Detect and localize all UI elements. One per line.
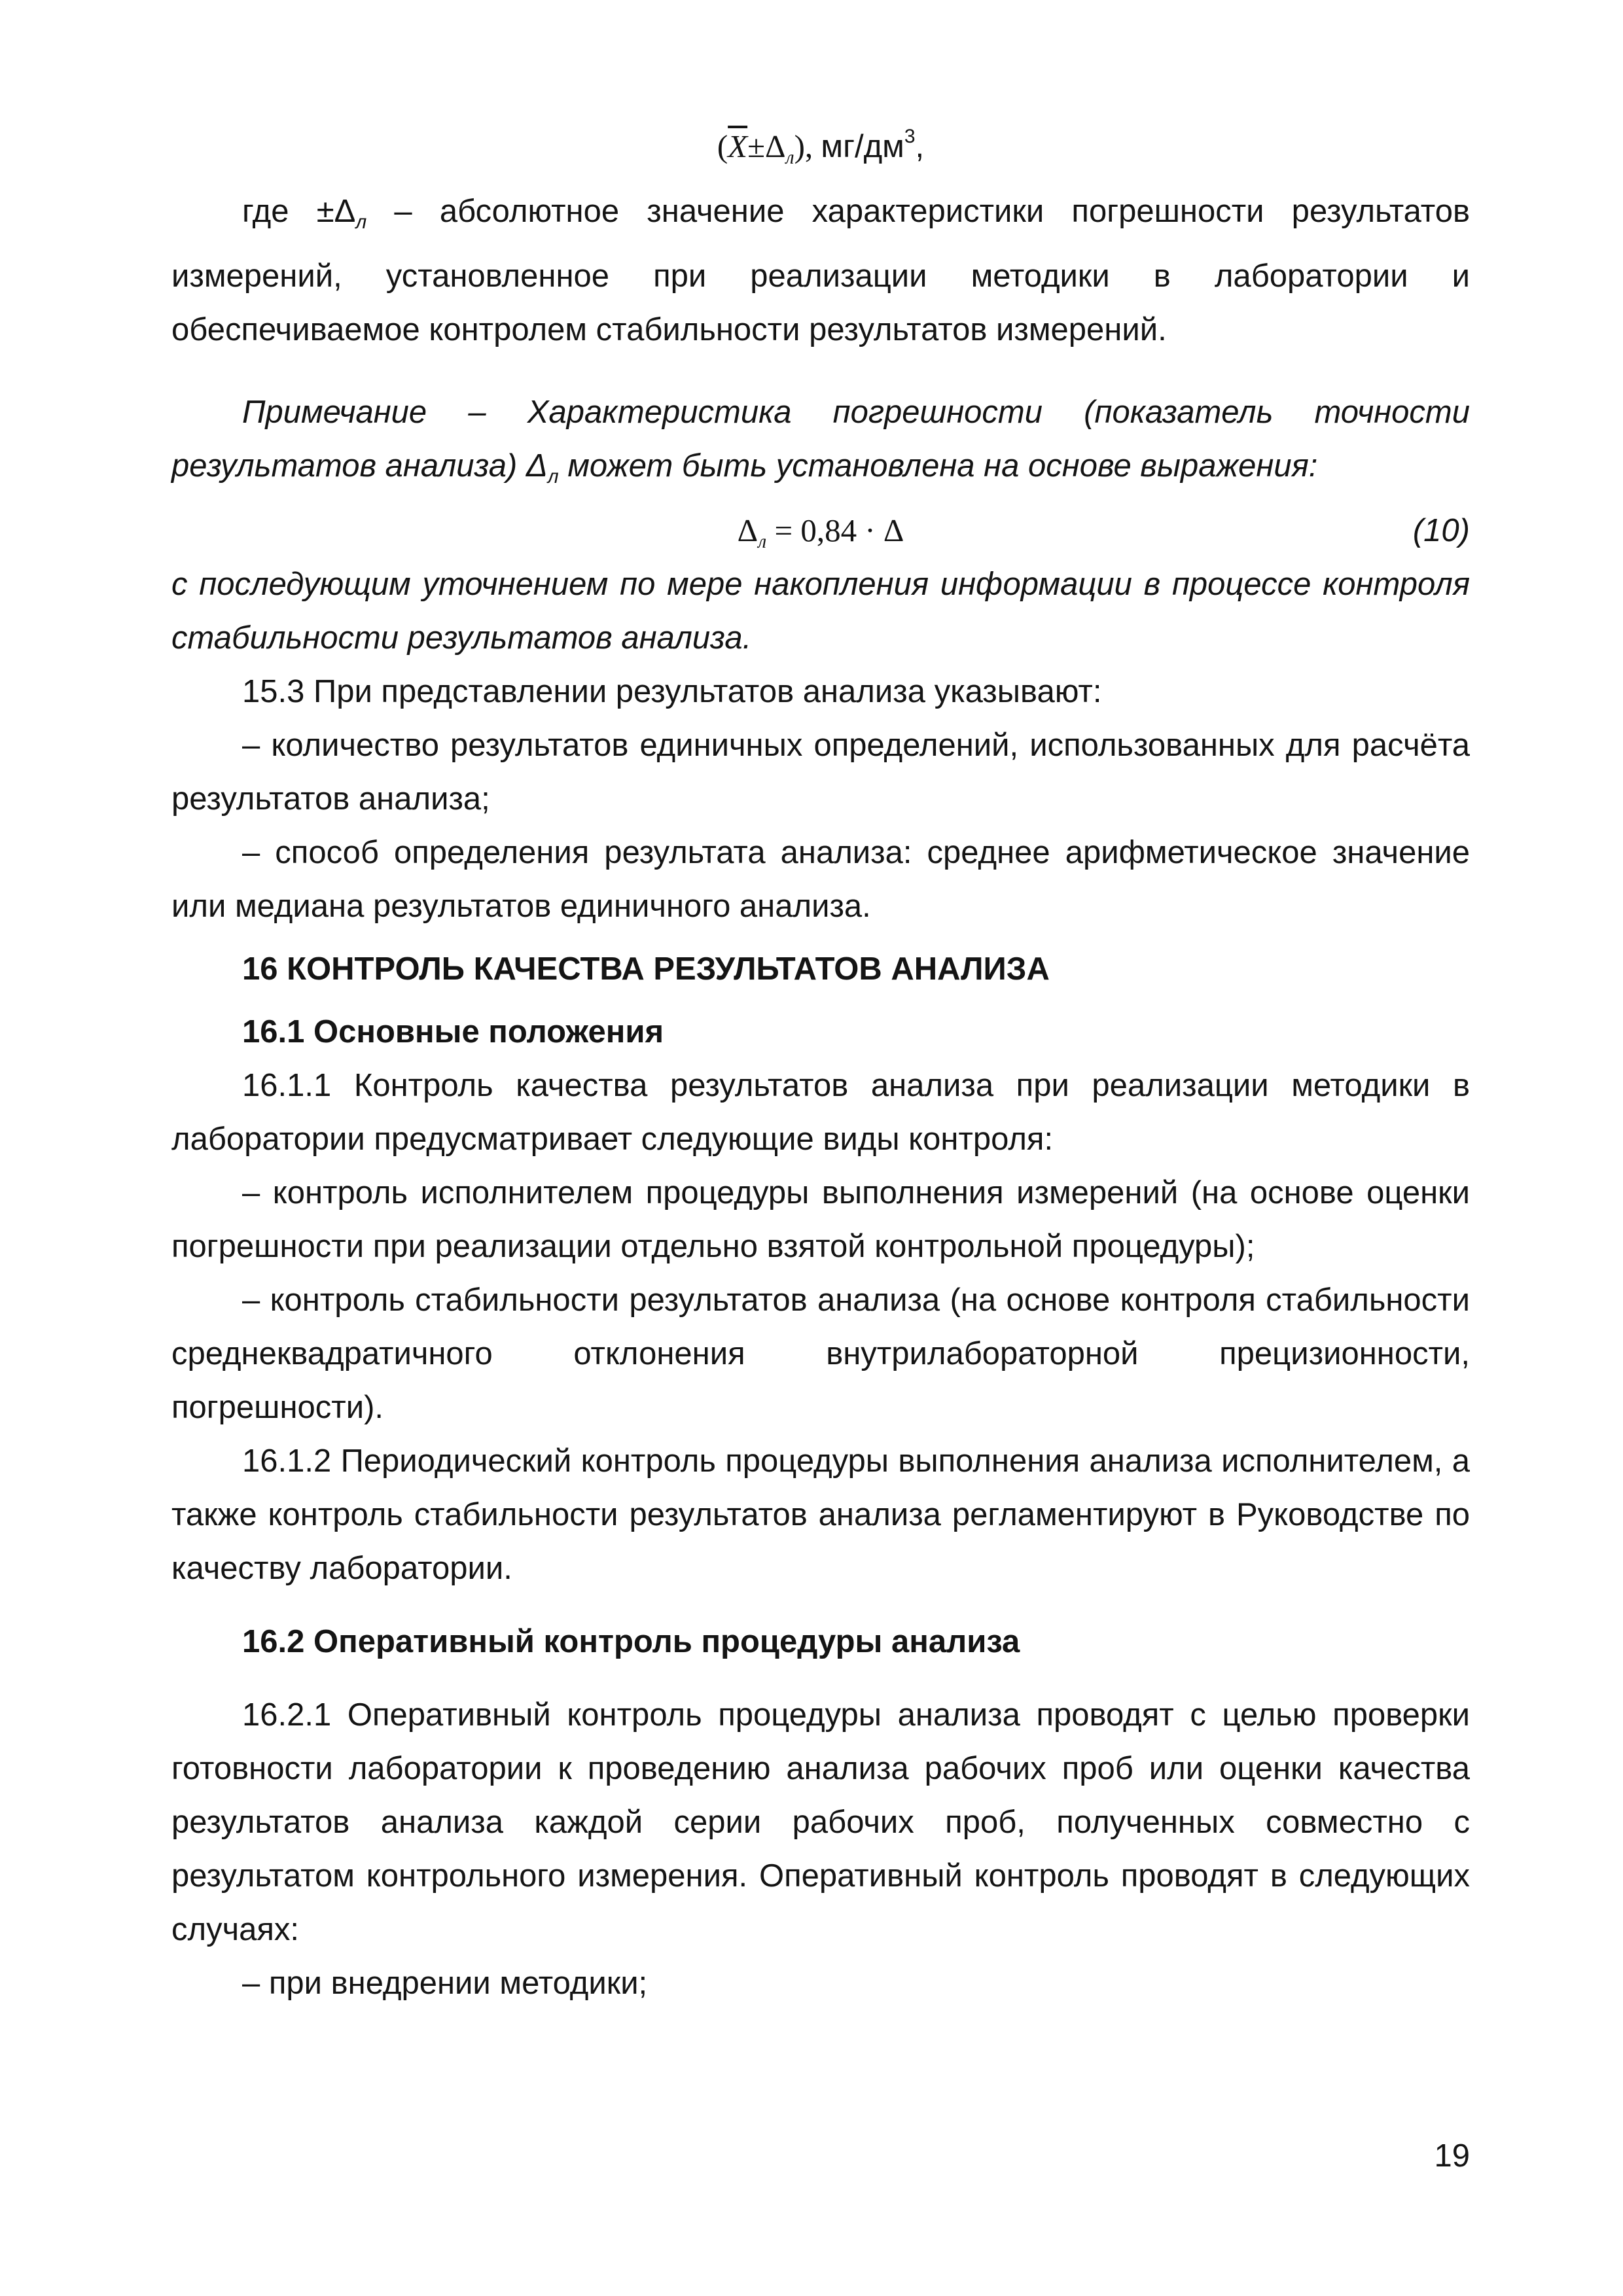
list-item: – контроль исполнителем процедуры выполнения измерений (на основе оценки погрешности при реализации отдельно взятой контрольной процедуры);: [171, 1175, 1470, 1264]
list-item: – количество результатов единичных определений, использованных для расчёта результатов анализа;: [171, 728, 1470, 817]
note-paragraph: Примечание – Характеристика погрешности (показатель точности результатов анализа) $\Delta_л$ может быть установлена на основе выражения:: [171, 395, 1470, 487]
section-15-3-intro: 15.3 При представлении результатов анализа указывают:: [242, 674, 1102, 709]
equation-body: $\Delta_л = 0,84 \cdot \Delta$: [737, 512, 904, 552]
equation-10: [171, 504, 1470, 557]
where-paragraph: где $\pm\Delta_л$ – абсолютное значение характеристики погрешности результатов измерений, установленное при реализации методики в лаборатории и обеспечиваемое контролем стабильности результатов измерений.: [171, 194, 1470, 347]
section-16-2-heading: 16.2 Оперативный контроль процедуры анализа: [242, 1624, 1020, 1659]
units: мг/дм: [821, 129, 904, 164]
list-item: – при внедрении методики;: [242, 1966, 648, 2001]
note-continuation: с последующим уточнением по мере накопления информации в процессе контроля стабильности результатов анализа.: [171, 567, 1470, 656]
paragraph-16-2-1: 16.2.1 Оперативный контроль процедуры анализа проводят с целью проверки готовности лаборатории к проведению анализа рабочих проб или оценки качества результатов анализа каждой серии рабочих проб, полученных совместно с результатом контрольного измерения. Оперативный контроль проводят в следующих случаях:: [171, 1697, 1470, 1947]
equation-number: (10): [1412, 513, 1470, 548]
page-content: [171, 110, 1470, 2010]
list-item: – способ определения результата анализа: среднее арифметическое значение или медиана результатов единичного анализа.: [171, 835, 1470, 924]
paragraph-16-1-1: 16.1.1 Контроль качества результатов анализа при реализации методики в лаборатории предусматривает следующие виды контроля:: [171, 1068, 1470, 1157]
page-number: 19: [1434, 2138, 1470, 2174]
list-item: – контроль стабильности результатов анализа (на основе контроля стабильности среднеквадратичного отклонения внутрилабораторной прецизионности, погрешности).: [171, 1282, 1470, 1425]
section-16-heading: 16 КОНТРОЛЬ КАЧЕСТВА РЕЗУЛЬТАТОВ АНАЛИЗА: [242, 951, 1050, 987]
paragraph-16-1-2: 16.1.2 Периодический контроль процедуры выполнения анализа исполнителем, а также контроль стабильности результатов анализа регламентируют в Руководстве по качеству лаборатории.: [171, 1443, 1470, 1586]
section-16-1-heading: 16.1 Основные положения: [242, 1014, 664, 1050]
result-formula: $(\overline{X}\pm\Delta_л)$, $мг/дм^3$,: [717, 126, 925, 168]
x-bar-symbol: $\overline{X}$: [728, 128, 748, 164]
